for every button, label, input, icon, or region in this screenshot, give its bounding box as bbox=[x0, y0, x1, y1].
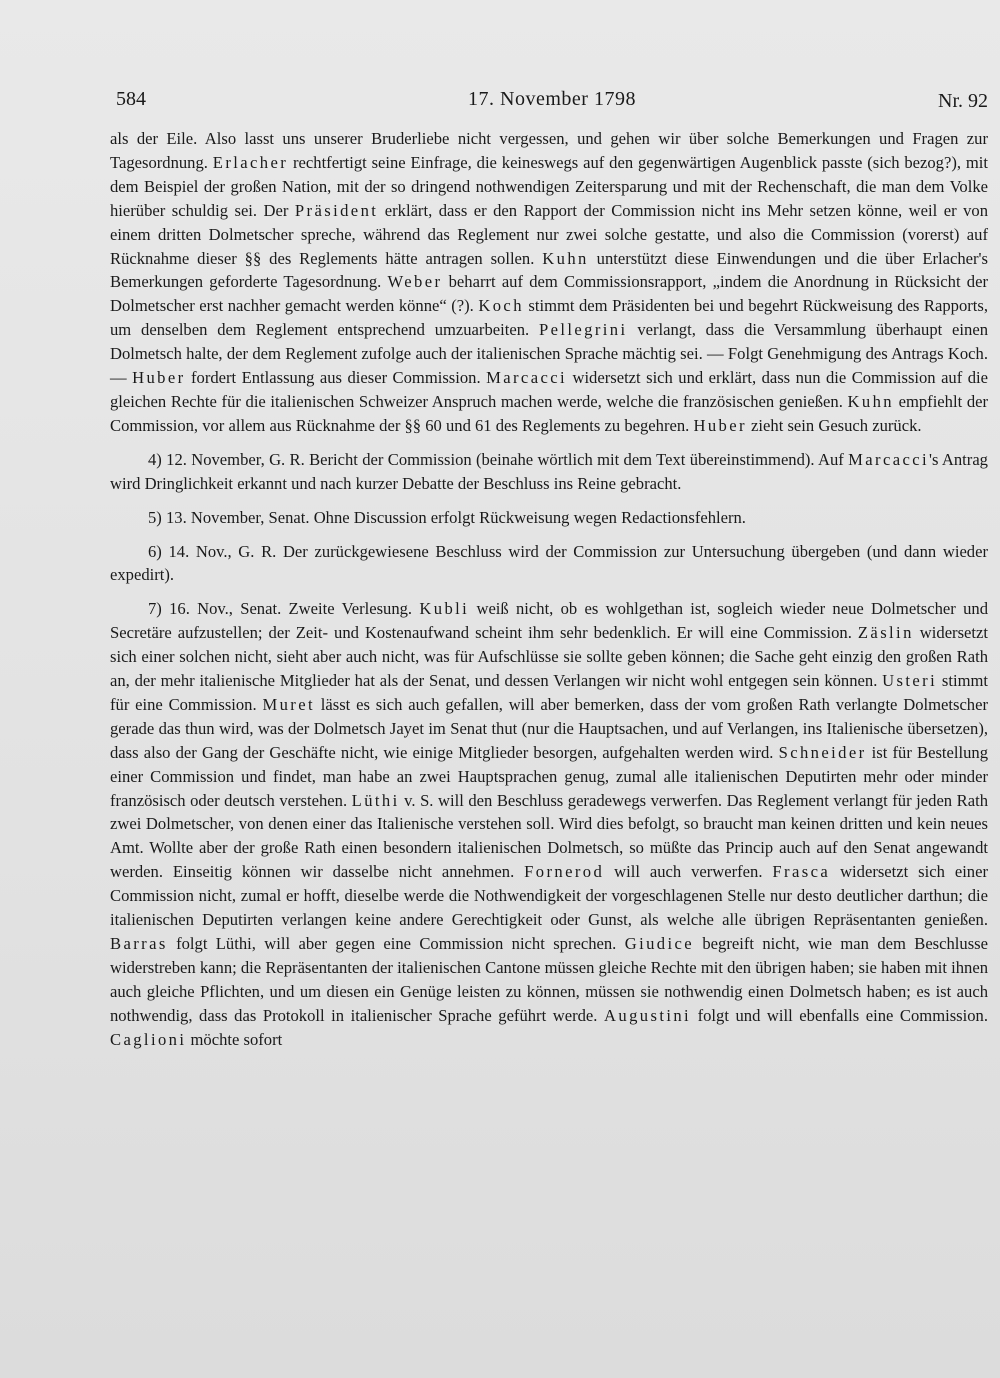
speaker-name: Huber bbox=[693, 415, 747, 435]
text-segment: 7) 16. Nov., Senat. Zweite Verlesung. bbox=[148, 599, 420, 619]
text-segment: 's Antrag wird Dringlichkeit erkannt und nach kurzer Debatte der Beschluss ins Reine gebracht. bbox=[110, 449, 988, 493]
text-segment: folgt und will ebenfalls eine Commission. bbox=[691, 1005, 988, 1025]
page-header bbox=[116, 88, 988, 118]
text-segment: unterstützt diese Einwendungen und die über Erlacher's Bemerkungen geforderte Tagesordnung. bbox=[110, 248, 988, 292]
speaker-name: Frasca bbox=[772, 862, 831, 882]
speaker-name: Kuhn bbox=[542, 248, 589, 268]
speaker-name: Marcacci bbox=[486, 368, 567, 388]
text-segment: als der Eile. Also lasst uns unserer Bruderliebe nicht vergessen, und gehen wir über solche Bemerkungen und Fragen zur Tagesordnung. bbox=[110, 129, 988, 172]
speaker-name: Augustini bbox=[603, 1005, 692, 1025]
text-segment: ist für Bestellung einer Commission und findet, man habe an zwei Hauptsprachen genug, zumal alle italienischen Deputirten mehr oder minder französisch oder deutsch verstehen. bbox=[110, 742, 988, 810]
speaker-name: Caglioni bbox=[110, 1029, 187, 1049]
paragraph bbox=[110, 127, 988, 438]
text-segment: 5) 13. November, Senat. Ohne Discussion erfolgt Rückweisung wegen Redactionsfehlern. bbox=[148, 507, 746, 527]
page-number: 584 bbox=[116, 88, 146, 110]
text-segment: zieht sein Gesuch zurück. bbox=[746, 415, 922, 435]
text-segment: stimmt für eine Commission. bbox=[110, 671, 988, 714]
speaker-name: Zäslin bbox=[857, 623, 914, 643]
speaker-name: Koch bbox=[478, 296, 524, 316]
text-segment: weiß nicht, ob es wohlgethan ist, sogleich wieder neue Dolmetscher und Secretäre aufzustellen; der Zeit- und Kostenaufwand scheint ihm sehr bedenklich. Er will eine Commission. bbox=[110, 599, 988, 643]
text-segment: möchte sofort bbox=[186, 1029, 283, 1049]
text-segment: begreift nicht, wie man dem Beschlusse widerstreben kann; die Repräsentanten der italienischen Cantone müssen gleiche Rechte mit den übrigen haben; sie haben mit ihnen auch gleiche Pflichten, und um diesen ein Genüge leisten zu können, müssen sie nothwendig einen Dolmetsch haben; es ist auch nothwendig, dass das Protokoll in italienischer Sprache geführt werde. bbox=[110, 934, 988, 1025]
text-segment: stimmt dem Präsidenten bei und begehrt Rückweisung des Rapports, um denselben dem Reglement entsprechend umzuarbeiten. bbox=[110, 296, 988, 340]
speaker-name: Marcacci bbox=[848, 449, 930, 469]
speaker-name: Kubli bbox=[419, 599, 470, 619]
text-segment: 6) 14. Nov., G. R. Der zurückgewiesene Beschluss wird der Commission zur Untersuchung übergeben (und dann wieder expedirt). bbox=[110, 541, 988, 585]
text-segment: erklärt, dass er den Rapport der Commission nicht ins Mehr setzen könne, weil er von einem dritten Dolmetscher spreche, während das Reglement nur zwei solche gestatte, und also die Commission (vorerst) auf Rücknahme dieser §§ des Reglements hätte antragen sollen. bbox=[110, 200, 988, 268]
text-segment: will auch verwerfen. bbox=[604, 862, 773, 882]
speaker-name: Huber bbox=[132, 368, 186, 388]
speaker-name: Giudice bbox=[624, 934, 695, 953]
text-segment: rechtfertigt seine Einfrage, die keineswegs auf den gegenwärtigen Augenblick passte (sich bezog?), mit dem Beispiel der großen Nation, mit der so dringend nothwendigen Zeitersparung und mit der Rechenschaft, die man dem Volke hierüber schuldig sei. Der bbox=[110, 152, 988, 220]
speaker-name: Weber bbox=[387, 272, 443, 292]
text-segment: fordert Entlassung aus dieser Commission. bbox=[185, 368, 487, 388]
text-segment: v. S. will den Beschluss geradewegs verwerfen. Das Reglement verlangt für jeden Rath zwei Dolmetscher, von denen einer das Italienische verstehen soll. Wird dies befolgt, so braucht man keinen dritten und kein neues Amt. Wollte aber der große Rath einen besondern italienischen Dolmetsch, so müßte das Princip auch auf den Senat angewandt werden. Einseitig können wir dasselbe nicht annehmen. bbox=[110, 790, 988, 882]
speaker-name: Kuhn bbox=[847, 391, 894, 411]
document-number: Nr. 92 bbox=[938, 90, 988, 112]
speaker-name: Fornerod bbox=[524, 862, 605, 882]
text-segment: widersetzt sich und erklärt, dass nun die Commission auf die gleichen Rechte für die italienischen Schweizer Anspruch machen werde, welche die französischen genießen. bbox=[110, 368, 988, 411]
paragraph bbox=[110, 506, 988, 530]
text-segment: lässt es sich auch gefallen, will aber bemerken, dass der vom großen Rath verlangte Dolmetscher gerade das thun wird, was der Dolmetsch Jayet im Senat thut (nur die Hauptsachen, und auf Verlangen, ins Italienische übersetzen), dass also der Gang der Geschäfte nicht, wie einige Mitglieder besorgen, aufgehalten werden wird. bbox=[110, 694, 988, 762]
speaker-name: Schneider bbox=[778, 742, 867, 762]
text-segment: beharrt auf dem Commissionsrapport, „indem die Anordnung in Rücksicht der Dolmetscher erst nachher gemacht werden könne“ (?). bbox=[110, 272, 988, 316]
speaker-name: Präsident bbox=[294, 200, 379, 220]
text-segment: folgt Lüthi, will aber gegen eine Commission nicht sprechen. bbox=[167, 934, 625, 953]
speaker-name: Pellegrini bbox=[538, 320, 628, 340]
speaker-name: Lüthi bbox=[351, 790, 400, 810]
paragraph bbox=[110, 540, 988, 588]
paragraph bbox=[110, 597, 988, 1051]
text-segment: widersetzt sich einer solchen nicht, sieht aber auch nicht, was für Aufschlüsse sie sollte geben können; die Sache geht einzig den großen Rath an, der mehr italienische Mitglieder hat als der Senat, und dessen Verlangen wir nicht wohl entgegen sein können. bbox=[110, 623, 988, 691]
text-segment: verlangt, dass die Versammlung überhaupt einen Dolmetsch halte, der dem Reglement zufolge auch der italienischen Sprache mächtig sei. — Folgt Genehmigung des Antrags Koch. — bbox=[110, 320, 988, 388]
speaker-name: Muret bbox=[262, 694, 315, 714]
speaker-name: Usteri bbox=[882, 671, 938, 691]
body-text bbox=[110, 127, 988, 1052]
text-segment: empfiehlt der Commission, vor allem aus Rücknahme der §§ 60 und 61 des Reglements zu begehren. bbox=[110, 391, 989, 435]
paragraph bbox=[110, 448, 988, 496]
speaker-name: Barras bbox=[110, 934, 168, 953]
running-title: 17. November 1798 bbox=[468, 88, 636, 110]
text-segment: 4) 12. November, G. R. Bericht der Commission (beinahe wörtlich mit dem Text übereinstimmend). Auf bbox=[148, 449, 849, 469]
speaker-name: Erlacher bbox=[212, 152, 289, 172]
text-segment: widersetzt sich einer Commission nicht, zumal er hofft, dieselbe werde die Nothwendigkeit der vorgeschlagenen Stelle nur desto deutlicher darthun; die italienischen Deputirten verlangen keine andere Gerechtigkeit oder Gunst, als welche alle übrigen Repräsentanten genießen. bbox=[110, 862, 988, 930]
